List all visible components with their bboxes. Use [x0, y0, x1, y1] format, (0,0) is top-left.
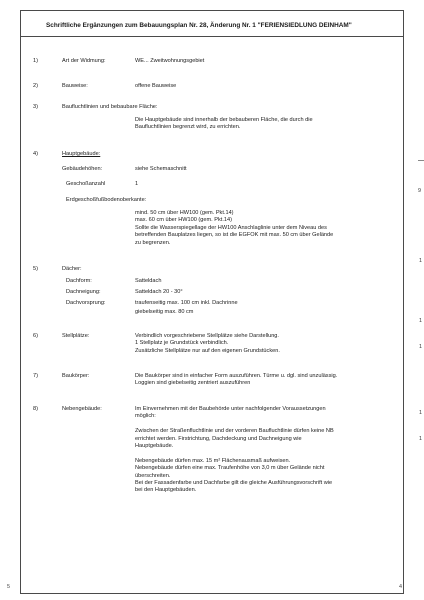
- section-label: Hauptgebäude:: [62, 151, 101, 157]
- page-number-left: 5: [7, 584, 10, 590]
- section-number: 5): [33, 266, 38, 272]
- margin-mark: 9: [418, 188, 421, 194]
- row-label: Erdgeschoßfußbodenoberkante:: [66, 197, 147, 203]
- margin-mark: 1: [419, 344, 422, 350]
- margin-mark: 1: [419, 436, 422, 442]
- row-label: Dachform:: [66, 278, 92, 284]
- text-line: mind. 50 cm über HW100 (gem. Pkt.14): [135, 210, 234, 216]
- row-value: 1: [135, 181, 139, 187]
- section-number: 1): [33, 58, 38, 64]
- section-label: Baufluchtlinien und bebaubare Fläche:: [62, 104, 158, 110]
- section-number: 7): [33, 373, 38, 379]
- text-line: überschreiten.: [135, 472, 171, 479]
- text-line: max. 60 cm über HW100 (gem. Pkt.14): [135, 217, 232, 224]
- text-line: bei den Hauptgebäuden.: [135, 487, 197, 494]
- text-line: Zwischen der Straßenfluchtlinie und der vorderen Baufluchtlinie dürfen keine NB: [135, 428, 334, 435]
- row-label: Gebäudehöhen:: [62, 166, 103, 172]
- row-label: Dachvorsprung:: [66, 300, 106, 306]
- section-label: Art der Widmung:: [62, 58, 106, 64]
- section-label: Dächer:: [62, 266, 82, 272]
- text-line: Die Hauptgebäude sind innerhalb der bebauberen Fläche, die durch die: [135, 117, 313, 123]
- text-line: betreffenden Bauplatzes liegen, so ist die EGFOK mit max. 50 cm über Gelände: [135, 232, 334, 239]
- document-title: Schriftliche Ergänzungen zum Bebauungsplan Nr. 28, Änderung Nr. 1 "FERIENSIEDLUNG DEINHAM": [46, 22, 352, 29]
- text-line: Sollte die Wasserspiegellage der HW100 Anschlaglinie unter dem Niveau des: [135, 224, 327, 231]
- section-text: [135, 210, 390, 247]
- section-label: Stellplätze:: [62, 333, 90, 339]
- text-line: Baufluchtlinien begrenzt wird, zu errichten.: [135, 124, 241, 131]
- section-number: 3): [33, 104, 38, 110]
- text-spacer: [135, 421, 390, 428]
- text-line: Nebengebäude dürfen eine max. Traufenhöhe von 3,0 m über Gelände nicht: [135, 465, 325, 472]
- section-number: 2): [33, 83, 38, 89]
- text-line: Bei der Fassadenfarbe und Dachfarbe gilt die gleiche Ausführungsvorschrift wie: [135, 480, 333, 487]
- section-value: WE... Zweitwohnungsgebiet: [135, 58, 205, 64]
- edge-tick: [418, 160, 424, 161]
- text-line: Die Baukörper sind in einfacher Form auszuführen. Türme u. dgl. sind unzulässig.: [135, 373, 338, 379]
- row-value: traufenseitig max. 100 cm inkl. Dachrinne: [135, 300, 238, 306]
- text-line: Im Einvernehmen mit der Baubehörde unter nachfolgender Voraussetzungen: [135, 406, 326, 412]
- margin-mark: 1: [419, 410, 422, 416]
- text-line: möglich:: [135, 413, 156, 420]
- text-line: errichtet werden. Firstrichtung, Dachdeckung und Dachneigung wie: [135, 435, 302, 442]
- margin-mark: 1: [419, 258, 422, 264]
- section-text: [135, 117, 390, 132]
- row-value: giebelseitig max. 80 cm: [135, 309, 194, 315]
- section-text: [135, 333, 390, 355]
- text-line: Loggien sind giebelseitig zentriert auszuführen: [135, 380, 251, 387]
- section-number: 8): [33, 406, 38, 412]
- section-label: Nebengebäude:: [62, 406, 102, 412]
- row-label: Geschoßanzahl: [66, 181, 106, 187]
- row-value: Satteldach 20 - 30°: [135, 289, 183, 295]
- row-value: siehe Schemaschnitt: [135, 166, 187, 172]
- title-underline: [20, 36, 404, 37]
- text-spacer: [135, 450, 390, 457]
- text-line: Zusätzliche Stellplätze nur auf den eigenen Grundstücken.: [135, 347, 280, 354]
- section-text: [135, 373, 390, 388]
- page-number-right: 4: [399, 584, 402, 590]
- section-number: 4): [33, 151, 38, 157]
- section-label: Bauweise:: [62, 83, 88, 89]
- row-label: Dachneigung:: [66, 289, 101, 295]
- text-line: Verbindlich vorgeschriebene Stellplätze siehe Darstellung.: [135, 333, 279, 339]
- text-line: 1 Stellplatz je Grundstück verbindlich.: [135, 340, 229, 347]
- text-line: zu begrenzen.: [135, 239, 171, 246]
- section-label: Baukörper:: [62, 373, 90, 379]
- section-value: offene Bauweise: [135, 83, 177, 89]
- section-text: [135, 406, 390, 495]
- margin-mark: 1: [419, 318, 422, 324]
- text-line: Nebengebäude dürfen max. 15 m² Flächenausmaß aufweisen.: [135, 457, 291, 464]
- section-number: 6): [33, 333, 38, 339]
- text-line: Hauptgebäude.: [135, 443, 174, 450]
- row-value: Satteldach: [135, 278, 162, 284]
